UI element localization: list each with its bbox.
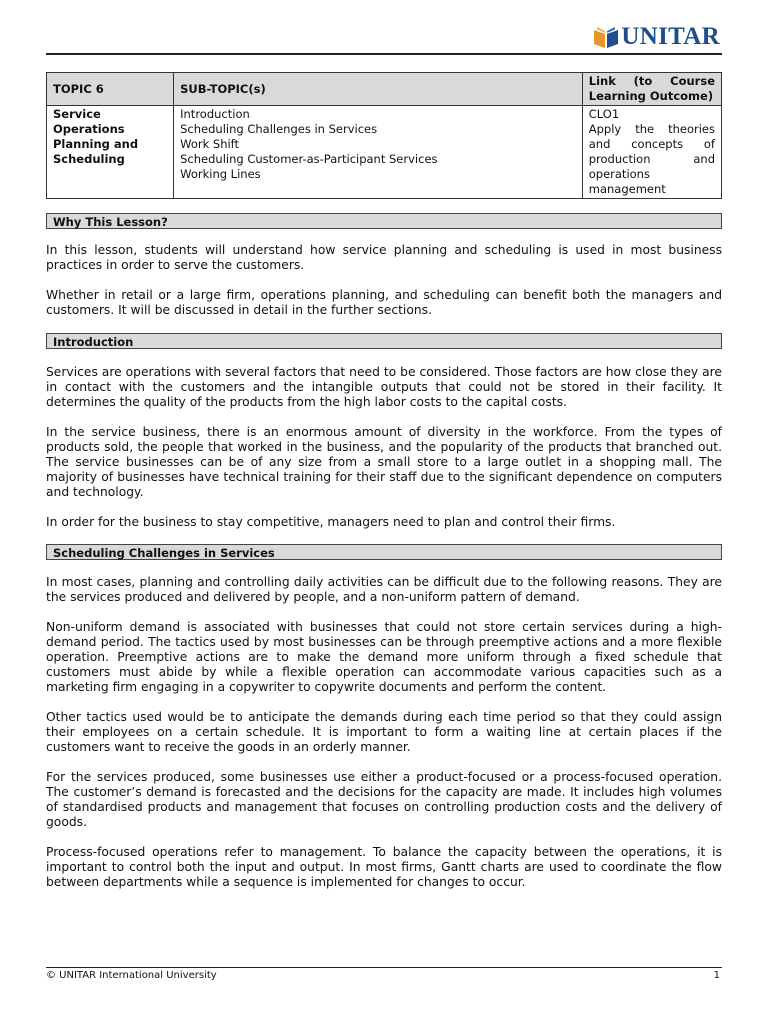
why-paragraph-2: Whether in retail or a large firm, operations planning, and scheduling can benefit both the managers and customers. It will be discussed in detail in the further sections.: [46, 288, 722, 317]
page-header: [0, 0, 768, 58]
page-number: 1: [713, 970, 720, 981]
why-paragraph-1: In this lesson, students will understand how service planning and scheduling is used in most business practices in order to serve the customers.: [46, 243, 722, 272]
topic-header: TOPIC 6: [47, 73, 174, 106]
topic-name-cell: [47, 106, 174, 199]
topic-line: Scheduling: [53, 152, 125, 166]
footer-copyright: © UNITAR International University: [46, 970, 217, 981]
sched-paragraph-2: Non-uniform demand is associated with businesses that could not store certain services during a high-demand period. The tactics used by most businesses can be through preemptive actions and a more flexible operation. Preemptive actions are to make the demand more uniform through a fixed schedule that customers must abide by while a flexible operation can accommodate various capacities such as a marketing firm engaging in a copywriter to copywrite documents and perform the content.: [46, 620, 722, 694]
outcome-header: [582, 73, 721, 106]
subtopic-cell: [174, 106, 583, 199]
topic-table-header-row: [47, 73, 722, 106]
sched-paragraph-5: Process-focused operations refer to management. To balance the capacity between the operations, it is important to control both the input and output. In most firms, Gantt charts are used to coordinate the flow between departments while a sequence is implemented for changes to occur.: [46, 845, 722, 889]
subtopic-item: Working Lines: [180, 167, 261, 181]
outcome-cell: [582, 106, 721, 199]
outcome-line: CLO1: [588, 107, 620, 121]
open-book-icon: [593, 24, 619, 50]
logo-text: UNITAR: [621, 23, 720, 50]
why-lesson-heading: Why This Lesson?: [46, 213, 722, 229]
introduction-heading: Introduction: [46, 333, 722, 349]
page-content: [46, 72, 722, 890]
topic-line: Operations: [53, 122, 125, 136]
outcome-line: operations: [588, 167, 650, 181]
subtopic-item: Scheduling Customer-as-Participant Services: [180, 152, 438, 166]
topic-line: Planning and: [53, 137, 139, 151]
subtopic-item: Scheduling Challenges in Services: [180, 122, 378, 136]
sched-paragraph-3: Other tactics used would be to anticipate the demands during each time period so that they could assign their employees on a certain schedule. It is important to form a waiting line at certain places if the customers want to receive the goods in an orderly manner.: [46, 710, 722, 754]
sched-paragraph-4: For the services produced, some businesses use either a product-focused or a process-focused operation. The customer’s demand is forecasted and the decisions for the capacity are made. It includes high volumes of standardised products and management that focuses on controlling production costs and the delivery of goods.: [46, 770, 722, 829]
topic-line: Service: [53, 107, 101, 121]
topic-table: [46, 72, 722, 199]
outcome-line: and concepts of: [588, 137, 715, 151]
scheduling-challenges-heading: Scheduling Challenges in Services: [46, 544, 722, 560]
topic-table-body-row: [47, 106, 722, 199]
unitar-logo: [593, 24, 720, 50]
intro-paragraph-2: In the service business, there is an enormous amount of diversity in the workforce. From the types of products sold, the people that worked in the business, and the popularity of the products that branched out. The service businesses can be of any size from a small store to a large outlet in a shopping mall. The majority of businesses have technical training for their staff due to the significant dependence on computers and technology.: [46, 425, 722, 499]
intro-paragraph-1: Services are operations with several factors that need to be considered. Those factors are how close they are in contact with the customers and the intangible outputs that could not be stored in their facility. It determines the quality of the products from the high labor costs to the capital costs.: [46, 365, 722, 409]
outcome-header-line: Learning Outcome): [588, 89, 714, 103]
subtopic-item: Introduction: [180, 107, 250, 121]
outcome-line: production and: [588, 152, 715, 166]
outcome-line: management: [588, 182, 666, 196]
subtopic-header: SUB-TOPIC(s): [174, 73, 583, 106]
intro-paragraph-3: In order for the business to stay competitive, managers need to plan and control their firms.: [46, 515, 616, 529]
subtopic-item: Work Shift: [180, 137, 240, 151]
sched-paragraph-1: In most cases, planning and controlling daily activities can be difficult due to the following reasons. They are the services produced and delivered by people, and a non-uniform pattern of demand.: [46, 575, 722, 604]
outcome-line: Apply the theories: [588, 122, 715, 136]
header-rule: [46, 53, 722, 55]
outcome-header-line: Link (to Course: [588, 74, 715, 88]
footer-rule: [46, 967, 722, 968]
